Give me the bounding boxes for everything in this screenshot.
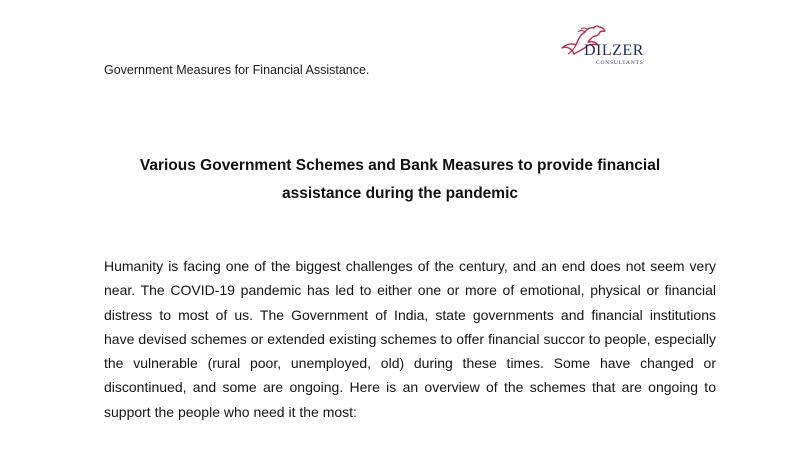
paragraph-line: distress to most of us. The Government of India, state governments and financial institutions	[104, 306, 716, 323]
document-header-title: Government Measures for Financial Assistance.	[104, 63, 370, 77]
paragraph-line: support the people who need it the most:	[104, 403, 357, 420]
paragraph-line: the vulnerable (rural poor, unemployed, old) during these times. Some have changed or	[104, 355, 716, 372]
document-heading	[100, 152, 700, 208]
intro-paragraph	[104, 254, 716, 424]
logo-subtitle: CONSULTANTS	[596, 60, 644, 66]
company-logo	[554, 24, 654, 70]
heading-line: assistance during the pandemic	[281, 185, 518, 202]
logo-name: DILZER	[584, 42, 644, 59]
heading-line: Various Government Schemes and Bank Measures to provide financial	[139, 157, 661, 174]
paragraph-line: discontinued, and some are ongoing. Here is an overview of the schemes that are ongoing to	[104, 379, 716, 396]
paragraph-line: Humanity is facing one of the biggest challenges of the century, and an end does not seem very	[104, 258, 716, 274]
paragraph-line: have devised schemes or extended existing schemes to offer financial succor to people, especially	[104, 330, 716, 347]
paragraph-line: near. The COVID-19 pandemic has led to either one or more of emotional, physical or financial	[104, 282, 716, 299]
